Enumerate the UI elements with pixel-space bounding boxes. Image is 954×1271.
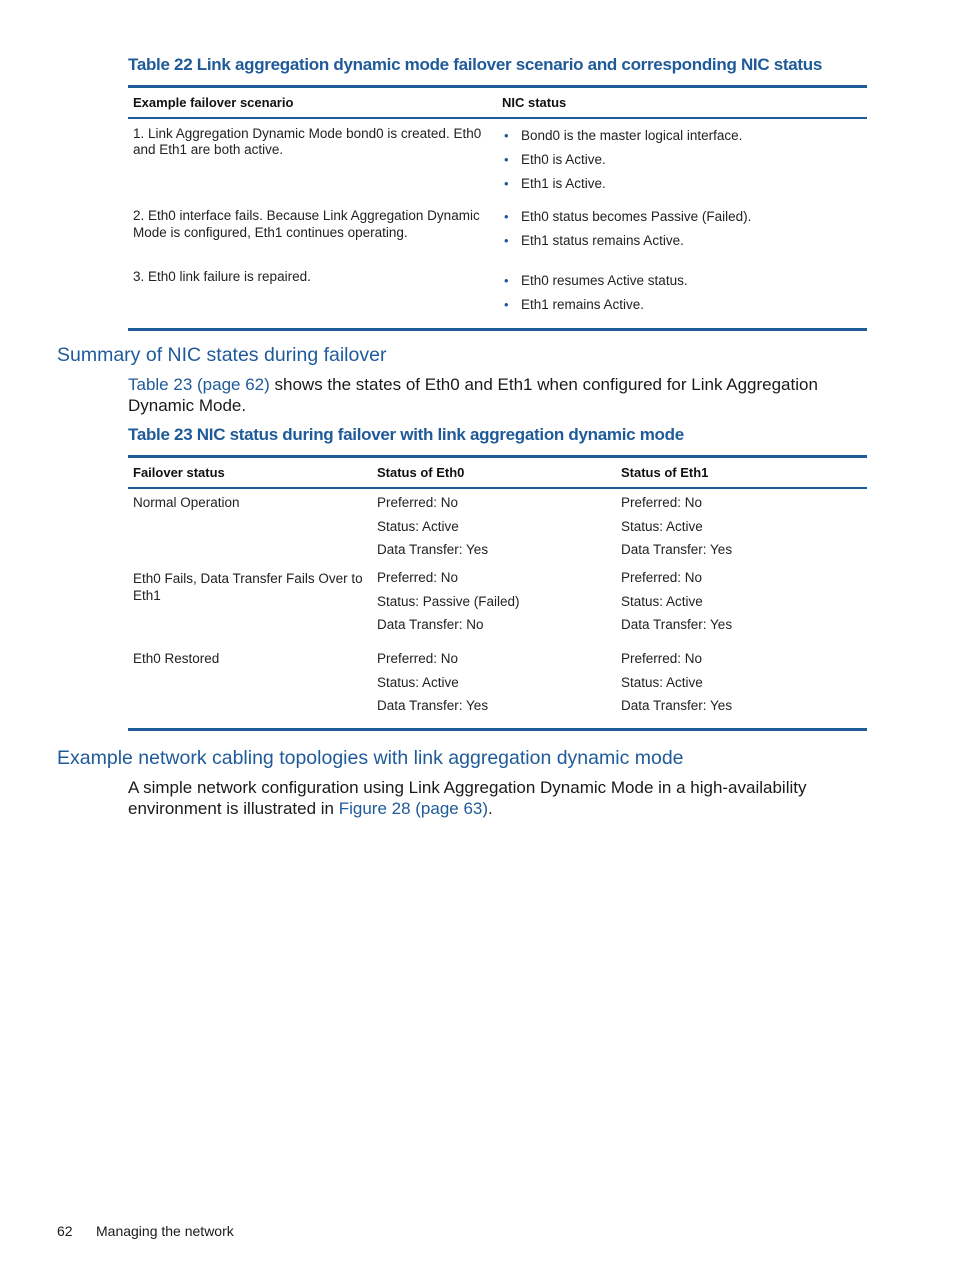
table-22-header xyxy=(128,88,867,119)
list-item: • Eth1 remains Active. xyxy=(502,297,867,313)
column-header-eth1: Status of Eth1 xyxy=(621,465,709,480)
table-23-caption: Table 23 NIC status during failover with link aggregation dynamic mode xyxy=(128,425,684,444)
eth0-data-transfer: Data Transfer: Yes xyxy=(377,542,489,557)
eth1-data-transfer: Data Transfer: Yes xyxy=(621,698,733,713)
summary-paragraph xyxy=(128,374,848,416)
table-row xyxy=(128,651,867,728)
list-item: • Eth0 resumes Active status. xyxy=(502,273,867,289)
table-row xyxy=(128,489,867,570)
table-22 xyxy=(128,85,867,331)
eth0-status: Status: Active xyxy=(377,674,459,690)
eth0-status-cell xyxy=(372,495,616,570)
column-header-eth0: Status of Eth0 xyxy=(377,465,465,480)
eth1-status-cell xyxy=(616,651,867,728)
eth1-status: Status: Active xyxy=(621,593,703,609)
failover-status-cell: Eth0 Fails, Data Transfer Fails Over to Eth1 xyxy=(133,571,363,603)
footer-title: Managing the network xyxy=(96,1223,234,1239)
table-row xyxy=(128,119,867,207)
eth1-preferred: Preferred: No xyxy=(621,570,703,585)
list-item: • Eth0 is Active. xyxy=(502,152,867,168)
eth0-preferred: Preferred: No xyxy=(377,651,459,666)
table-23-header xyxy=(128,458,867,489)
list-item: • Bond0 is the master logical interface. xyxy=(502,128,867,144)
column-header-nic-status: NIC status xyxy=(502,95,567,110)
eth1-status: Status: Active xyxy=(621,518,703,534)
eth0-preferred: Preferred: No xyxy=(377,495,459,510)
eth1-data-transfer: Data Transfer: Yes xyxy=(621,542,733,557)
failover-status-cell: Eth0 Restored xyxy=(133,651,220,666)
eth1-preferred: Preferred: No xyxy=(621,651,703,666)
section-heading-cabling-topologies: Example network cabling topologies with link aggregation dynamic mode xyxy=(57,747,684,769)
cabling-paragraph xyxy=(128,777,848,819)
eth1-preferred: Preferred: No xyxy=(621,495,703,510)
eth0-status-cell xyxy=(372,570,616,651)
table-row xyxy=(128,570,867,651)
table-23 xyxy=(128,455,867,731)
table-22-caption: Table 22 Link aggregation dynamic mode failover scenario and corresponding NIC status xyxy=(128,55,823,74)
table-23-link[interactable]: Table 23 (page 62) xyxy=(128,375,270,394)
scenario-cell: 2. Eth0 interface fails. Because Link Aggregation Dynamic Mode is configured, Eth1 continues operating. xyxy=(133,208,480,240)
eth1-data-transfer: Data Transfer: Yes xyxy=(621,617,733,632)
table-row xyxy=(128,207,867,269)
list-item: • Eth0 status becomes Passive (Failed). xyxy=(502,209,867,225)
page-number: 62 xyxy=(57,1223,73,1239)
eth0-data-transfer: Data Transfer: Yes xyxy=(377,698,489,713)
figure-28-link[interactable]: Figure 28 (page 63) xyxy=(338,799,489,818)
scenario-cell: 1. Link Aggregation Dynamic Mode bond0 is created. Eth0 and Eth1 are both active. xyxy=(133,126,482,157)
cabling-text: A simple network configuration using Link Aggregation Dynamic Mode in a high-availability environment is illustrated in xyxy=(128,778,807,818)
eth1-status-cell xyxy=(616,495,867,570)
eth0-status-cell xyxy=(372,651,616,728)
eth0-status: Status: Passive (Failed) xyxy=(377,593,520,609)
table-row xyxy=(128,269,867,328)
nic-status-cell xyxy=(497,207,867,269)
eth1-status-cell xyxy=(616,570,867,651)
column-header-failover-status: Failover status xyxy=(133,465,225,480)
failover-status-cell: Normal Operation xyxy=(133,495,240,510)
eth0-preferred: Preferred: No xyxy=(377,570,459,585)
column-header-scenario: Example failover scenario xyxy=(133,95,294,110)
eth0-data-transfer: Data Transfer: No xyxy=(377,617,484,632)
list-item: • Eth1 is Active. xyxy=(502,176,867,192)
cabling-text-end: . xyxy=(488,799,493,818)
eth1-status: Status: Active xyxy=(621,674,703,690)
summary-text: shows the states of Eth0 and Eth1 when configured for Link Aggregation Dynamic Mode. xyxy=(128,375,818,415)
list-item: • Eth1 status remains Active. xyxy=(502,233,867,249)
page-footer xyxy=(57,1223,234,1239)
section-heading-summary: Summary of NIC states during failover xyxy=(57,344,387,366)
scenario-cell: 3. Eth0 link failure is repaired. xyxy=(133,269,311,284)
nic-status-cell xyxy=(497,126,867,207)
nic-status-cell xyxy=(497,269,867,328)
eth0-status: Status: Active xyxy=(377,518,459,534)
